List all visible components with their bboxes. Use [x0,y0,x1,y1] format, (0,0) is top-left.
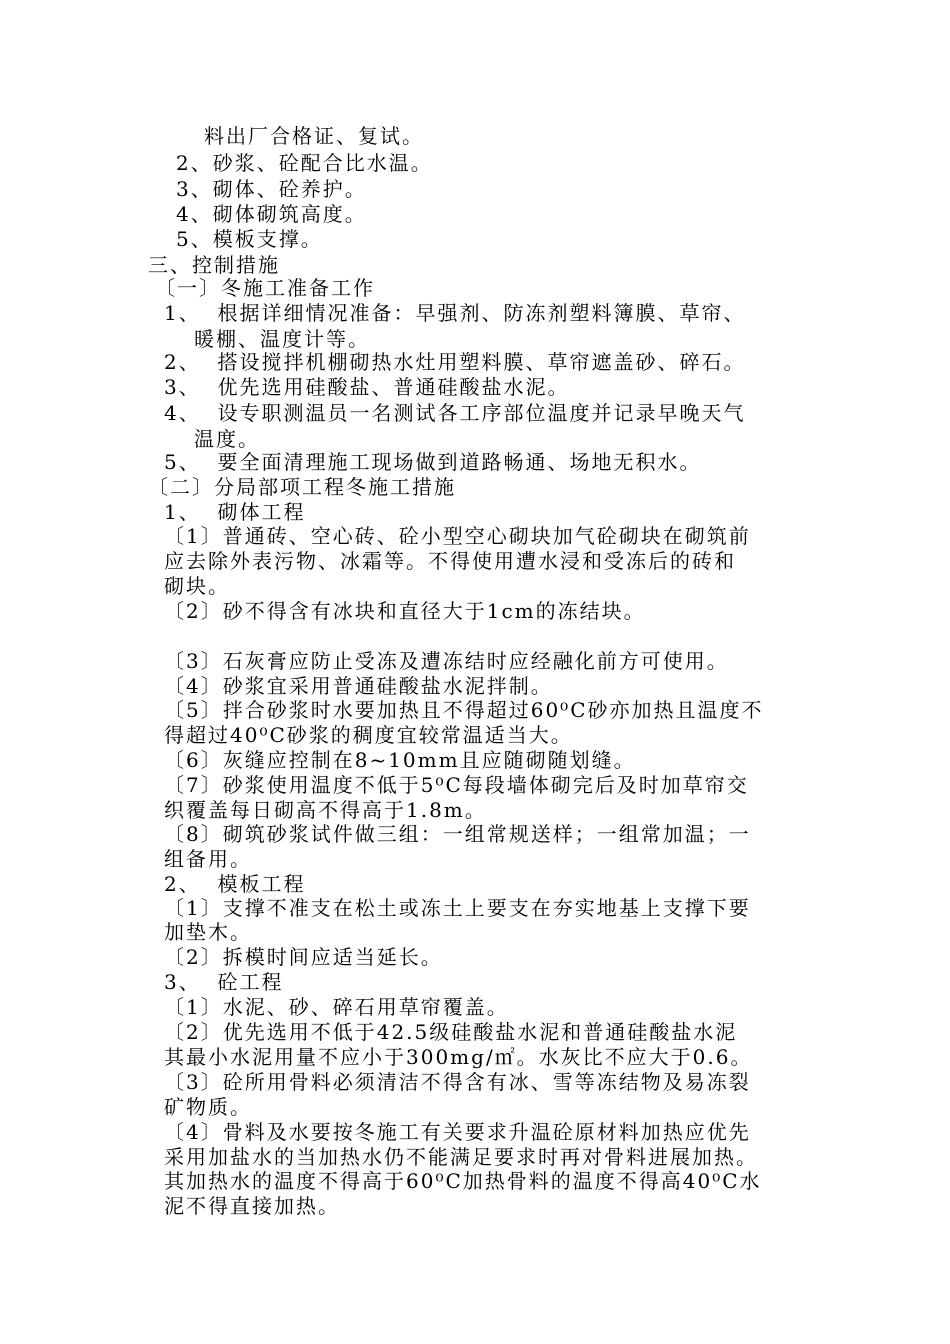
text-line: 1、 根据详细情况准备：早强剂、防冻剂塑料簿膜、草帘、 [164,301,746,325]
text-line: 〔7〕砂浆使用温度不低于5⁰C每段墙体砌完后及时加草帘交 [164,773,749,797]
text-line: 〔4〕砂浆宜采用普通硅酸盐水泥拌制。 [164,674,553,698]
text-line: 温度。 [194,427,260,451]
text-line: 砌块。 [164,574,230,598]
text-line: 〔1〕水泥、砂、碎石用草帘覆盖。 [164,995,509,1019]
text-line: 加垫木。 [164,920,252,944]
text-line: 暖棚、温度计等。 [194,327,370,351]
text-line: 织覆盖每日砌高不得高于1.8m。 [164,798,487,822]
text-line: 〔3〕砼所用骨料必须清洁不得含有冰、雪等冻结物及易冻裂 [164,1070,751,1094]
text-line: 组备用。 [164,847,252,871]
text-line: 应去除外表污物、冰霜等。不得使用遭水浸和受冻后的砖和 [164,549,736,573]
text-line: 〔2〕砂不得含有冰块和直径大于1cm的冻结块。 [164,599,646,623]
text-line: 3、 优先选用硅酸盐、普通硅酸盐水泥。 [164,375,570,399]
text-line: 1、 砌体工程 [164,500,306,524]
text-line: 〔2〕优先选用不低于42.5级硅酸盐水泥和普通硅酸盐水泥 [164,1020,738,1044]
text-line: 4、砌体砌筑高度。 [176,202,367,226]
text-line: 〔5〕拌合砂浆时水要加热且不得超过60⁰C砂亦加热且温度不 [164,698,764,722]
text-line: 料出厂合格证、复试。 [204,124,424,148]
section-heading: 三、控制措施 [148,253,280,277]
text-line: 〔8〕砌筑砂浆试件做三组：一组常规送样；一组常加温；一 [164,822,751,846]
text-line: 3、 砼工程 [164,970,284,994]
text-line: 5、 要全面清理施工现场做到道路畅通、场地无积水。 [164,450,702,474]
subsection-heading: 〔二〕分局部项工程冬施工措施 [148,475,456,499]
text-line: 〔1〕普通砖、空心砖、砼小型空心砌块加气砼砌块在砌筑前 [164,524,751,548]
text-line: 4、 设专职测温员一名测试各工序部位温度并记录早晚天气 [164,401,746,425]
text-line: 〔1〕支撑不准支在松土或冻土上要支在夯实地基上支撑下要 [164,896,751,920]
text-line: 〔4〕骨料及水要按冬施工有关要求升温砼原材料加热应优先 [164,1120,751,1144]
text-line: 矿物质。 [164,1095,252,1119]
text-line: 3、砌体、砼养护。 [176,177,367,201]
text-line: 泥不得直接加热。 [164,1194,340,1218]
text-line: 〔6〕灰缝应控制在8~10mm且应随砌随划缝。 [164,748,636,772]
text-line: 2、 搭设搅拌机棚砌热水灶用塑料膜、草帘遮盖砂、碎石。 [164,350,746,374]
text-line: 采用加盐水的当加热水仍不能满足要求时再对骨料进展加热。 [164,1145,758,1169]
text-line: 〔2〕拆模时间应适当延长。 [164,945,443,969]
text-line: 其最小水泥用量不应小于300mg/㎡。水灰比不应大于0.6。 [164,1045,753,1069]
text-line: 〔3〕石灰膏应防止受冻及遭冻结时应经融化前方可使用。 [164,649,729,673]
subsection-heading: 〔一〕冬施工准备工作 [155,276,375,300]
text-line: 5、模板支撑。 [176,227,323,251]
text-line: 2、砂浆、砼配合比水温。 [176,151,433,175]
text-line: 2、 模板工程 [164,872,306,896]
text-line: 其加热水的温度不得高于60⁰C加热骨料的温度不得高40⁰C水 [164,1169,762,1193]
text-line: 得超过40⁰C砂浆的稠度宜较常温适当大。 [164,723,573,747]
